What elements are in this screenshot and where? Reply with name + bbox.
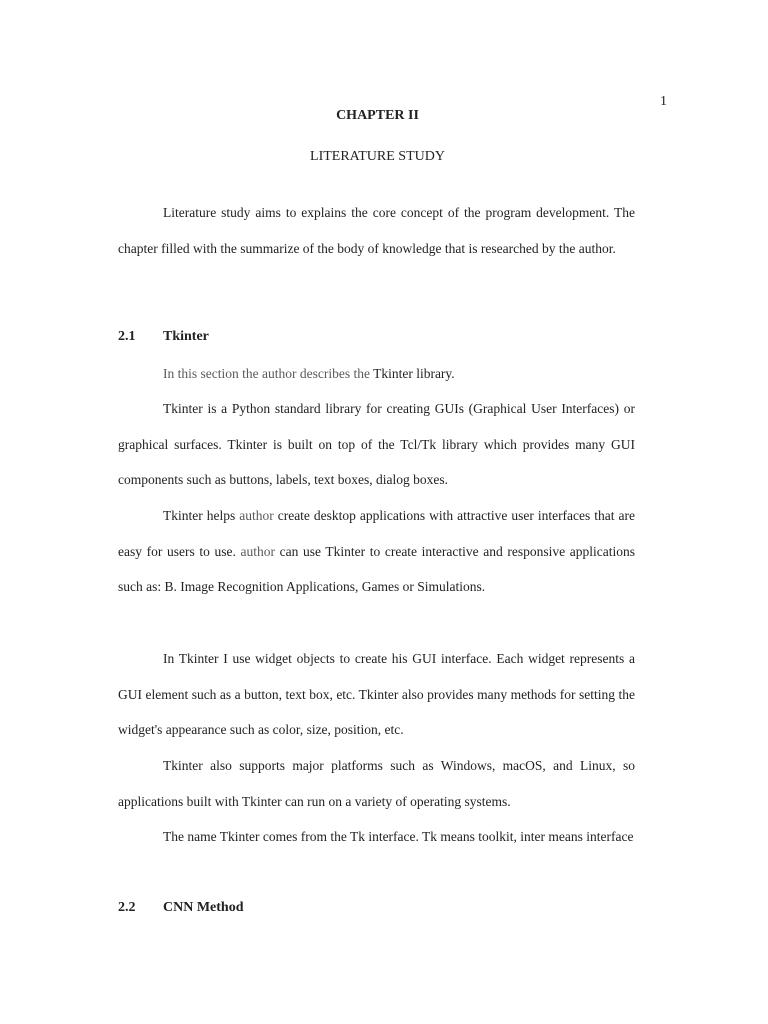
p2-text-b: create desktop applications with attractive user interfaces that are easy for users to use. bbox=[118, 508, 635, 559]
p2-gray-author-2: author bbox=[240, 543, 275, 559]
tkinter-paragraph-4: Tkinter also supports major platforms such as Windows, macOS, and Linux, so applications built with Tkinter can run on a variety of operating systems. bbox=[118, 758, 635, 809]
section-heading-tkinter bbox=[118, 329, 209, 345]
tkinter-paragraph-1: Tkinter is a Python standard library for creating GUIs (Graphical User Interfaces) or graphical surfaces. Tkinter is built on top of the Tcl/Tk library which provides many GUI components such as buttons, labels, text boxes, dialog boxes. bbox=[118, 401, 635, 488]
section-number: 2.1 bbox=[118, 329, 136, 344]
tkinter-paragraph-2 bbox=[118, 498, 635, 605]
intro-paragraph: Literature study aims to explains the core concept of the program development. The chapter filled with the summarize of the body of knowledge that is researched by the author. bbox=[118, 205, 635, 256]
p2-text-c: can use Tkinter to create interactive and responsive applications such as: B. Image Recognition Applications, Games or Simulations. bbox=[118, 543, 635, 595]
section-heading-cnn bbox=[118, 900, 244, 916]
section-number: 2.2 bbox=[118, 900, 136, 915]
lead-rest-text: Tkinter library. bbox=[369, 366, 455, 381]
section-title: CNN Method bbox=[163, 900, 244, 915]
tkinter-paragraph-5: The name Tkinter comes from the Tk interface. Tk means toolkit, inter means interface bbox=[163, 829, 634, 844]
tkinter-lead-paragraph bbox=[118, 356, 635, 392]
lead-gray-text: In this section the author describes the bbox=[163, 366, 370, 381]
tkinter-paragraph-3: In Tkinter I use widget objects to create his GUI interface. Each widget represents a GUI element such as a button, text box, etc. Tkinter also provides many methods for setting the widget's appearance such as color, size, position, etc. bbox=[118, 651, 635, 738]
section-title: Tkinter bbox=[163, 329, 209, 344]
p2-gray-author-1: author bbox=[239, 508, 274, 523]
page-number: 1 bbox=[660, 94, 667, 109]
chapter-title: CHAPTER II bbox=[336, 108, 419, 123]
p2-text-a: Tkinter helps bbox=[163, 508, 240, 523]
chapter-subtitle: LITERATURE STUDY bbox=[310, 149, 445, 164]
